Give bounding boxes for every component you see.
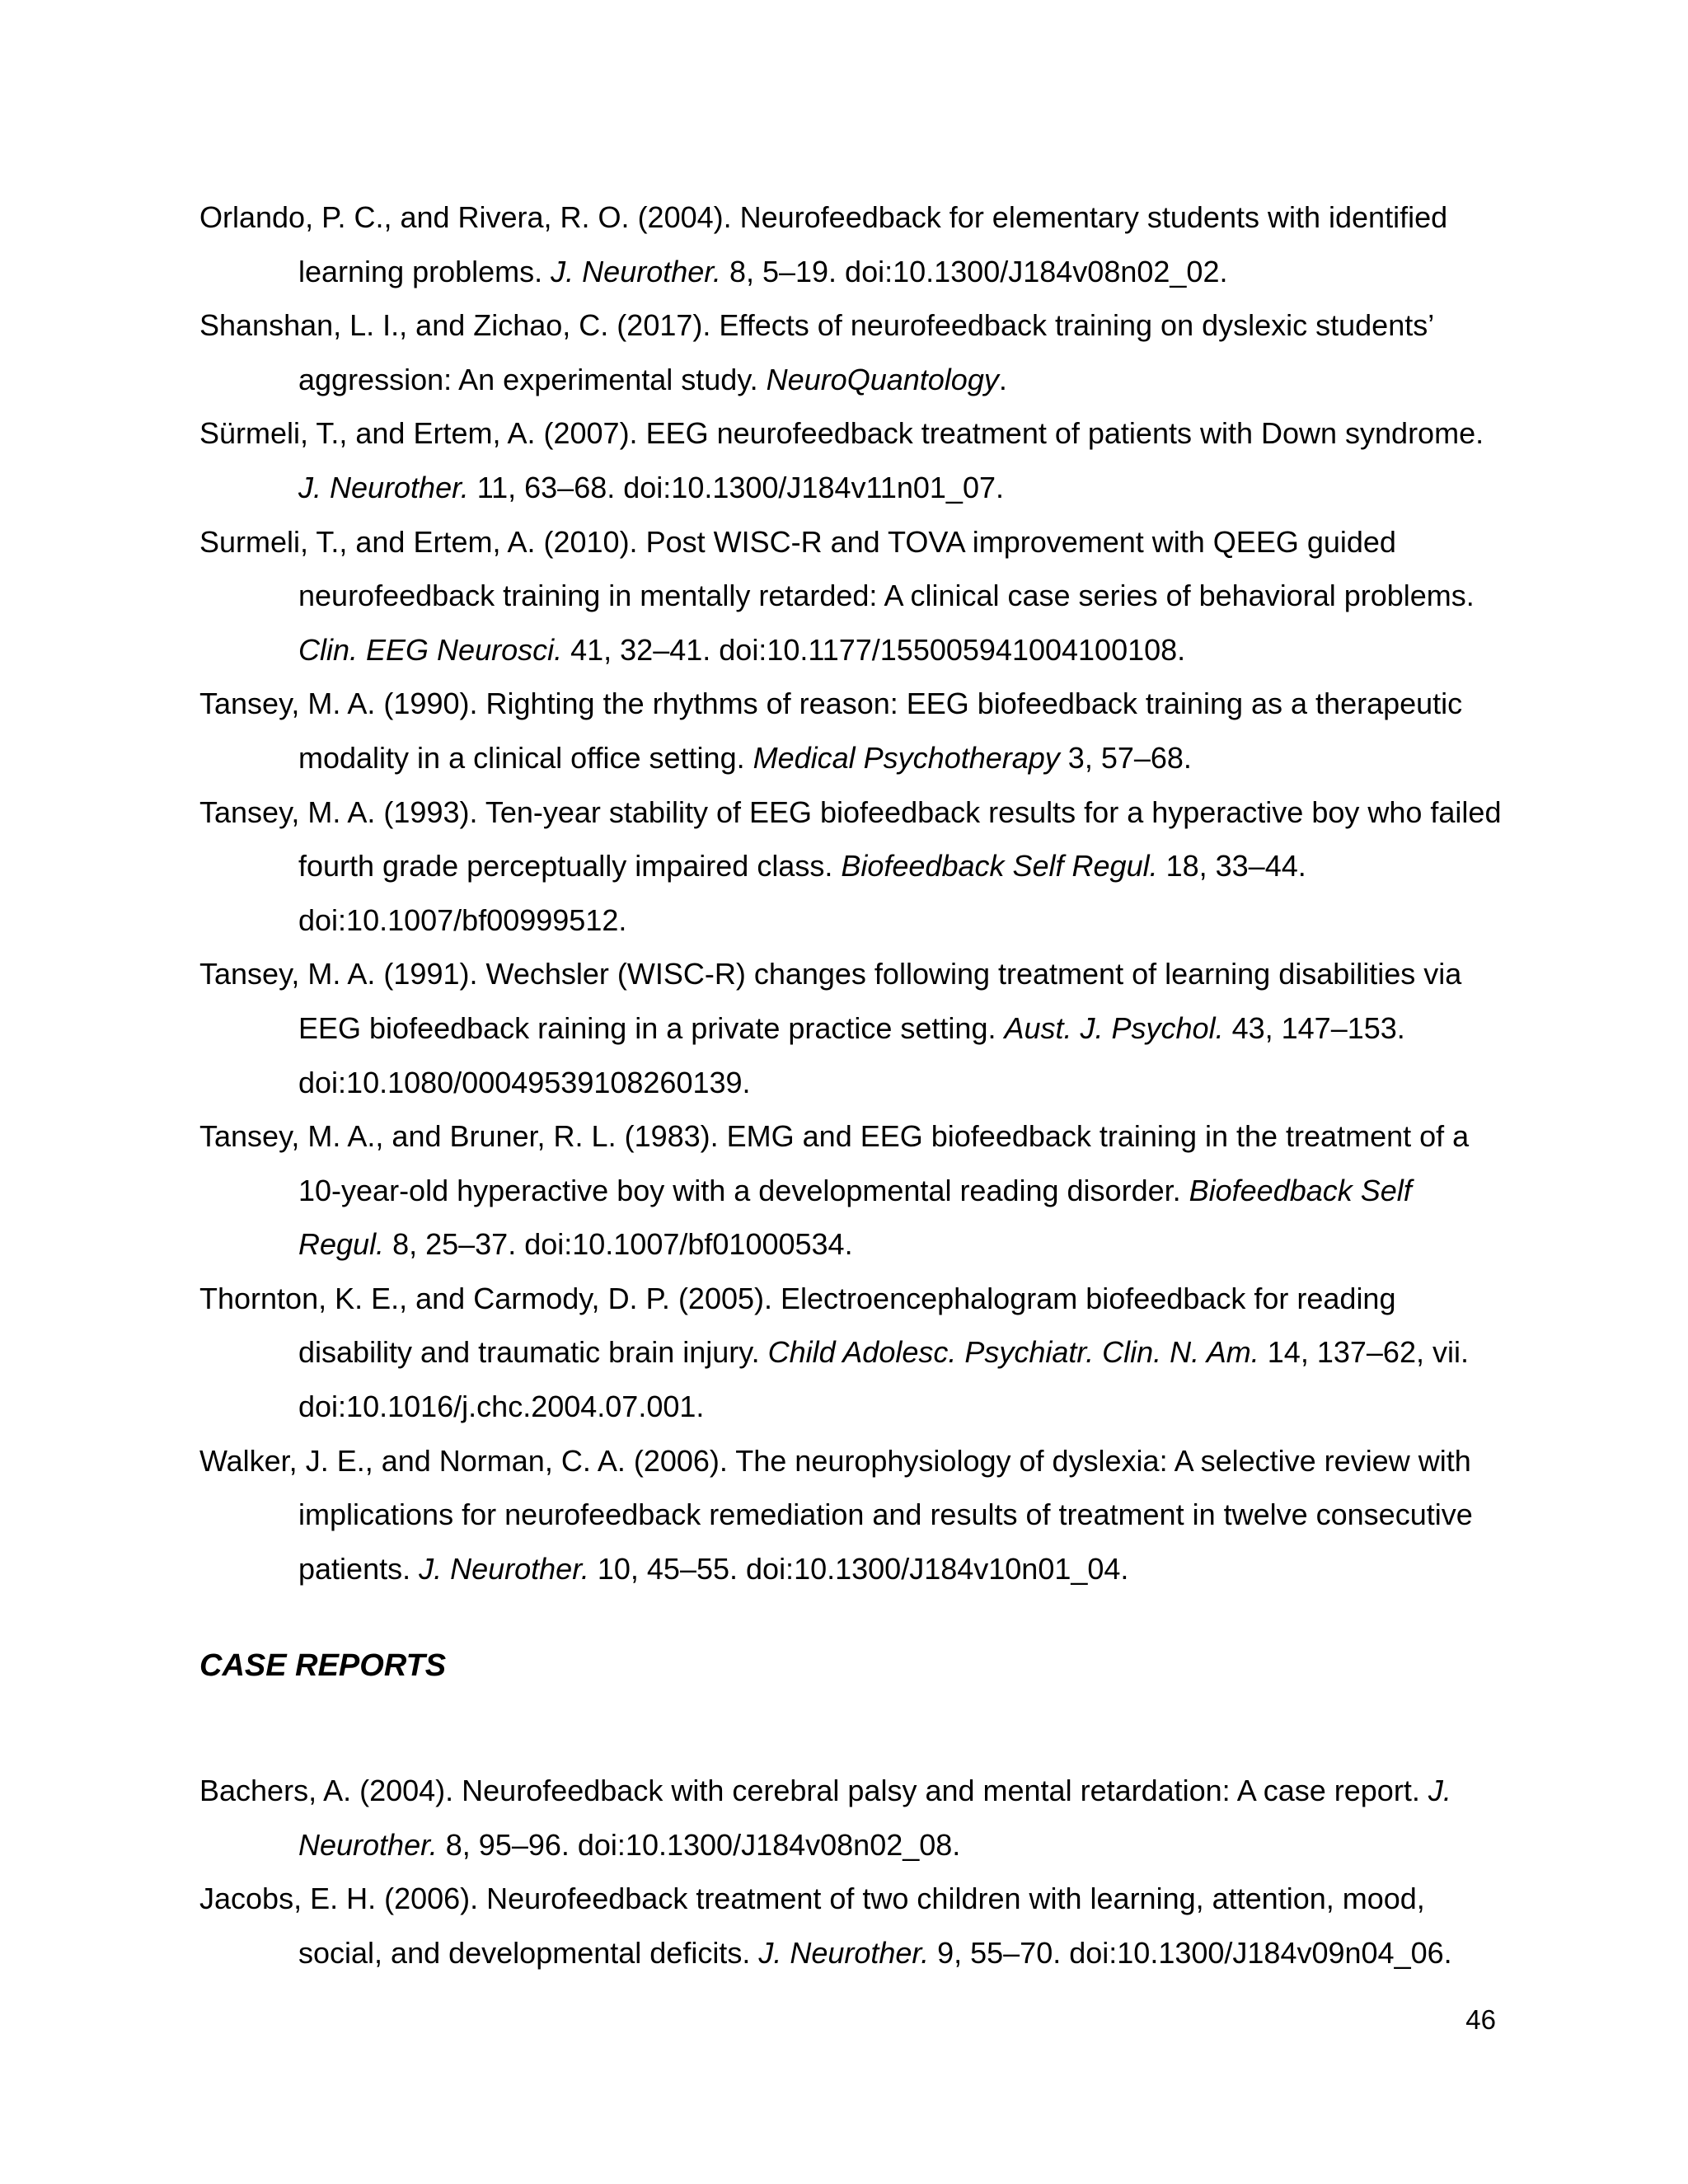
reference-entry <box>199 1272 1502 1434</box>
reference-entry <box>199 406 1502 514</box>
journal-name: Child Adolesc. Psychiatr. Clin. N. Am. <box>767 1335 1259 1370</box>
reference-text: Tansey, M. A., and Bruner, R. L. (1983). EMG and EEG biofeedback training in the treatment of a 10-year-old hyperactive boy with a developmental reading disorder. <box>199 1119 1470 1207</box>
reference-text: Sürmeli, T., and Ertem, A. (2007). EEG neurofeedback treatment of patients with Down syndrome. <box>199 416 1484 451</box>
journal-name: NeuroQuantology <box>766 362 999 396</box>
reference-citation: . <box>998 362 1007 396</box>
reference-entry <box>199 1872 1502 1980</box>
case-reports-reference-list <box>199 1764 1502 1980</box>
reference-citation: 8, 95–96. doi:10.1300/J184v08n02_08. <box>437 1827 961 1862</box>
reference-text: Walker, J. E., and Norman, C. A. (2006). The neurophysiology of dyslexia: A selective review with implications for neurofeedback remediation and results of treatment in twelve consecutive patients. <box>199 1443 1473 1586</box>
reference-text: Tansey, M. A. (1991). Wechsler (WISC-R) changes following treatment of learning disabilities via EEG biofeedback raining in a private practice setting. <box>199 957 1462 1045</box>
reference-entry <box>199 1434 1502 1596</box>
reference-citation: 43, 147–153. doi:10.1080/00049539108260139. <box>298 1010 1405 1099</box>
reference-entry <box>199 677 1502 785</box>
reference-citation: 3, 57–68. <box>1059 740 1192 775</box>
reference-citation: 10, 45–55. doi:10.1300/J184v10n01_04. <box>588 1551 1129 1586</box>
reference-text: Jacobs, E. H. (2006). Neurofeedback treatment of two children with learning, attention, mood, social, and developmental deficits. <box>199 1882 1425 1970</box>
reference-entry <box>199 947 1502 1109</box>
reference-citation: 8, 25–37. doi:10.1007/bf01000534. <box>384 1227 853 1262</box>
reference-entry <box>199 1764 1502 1872</box>
journal-name: J. Neurother. <box>551 254 721 288</box>
reference-citation: 14, 137–62, vii. doi:10.1016/j.chc.2004.07.001. <box>298 1335 1469 1424</box>
reference-citation: 18, 33–44. doi:10.1007/bf00999512. <box>298 849 1306 937</box>
reference-citation: 11, 63–68. doi:10.1300/J184v11n01_07. <box>468 470 1004 504</box>
reference-entry <box>199 1109 1502 1272</box>
reference-text: Tansey, M. A. (1993). Ten-year stability of EEG biofeedback results for a hyperactive boy who failed fourth grade perceptually impaired class. <box>199 794 1502 883</box>
reference-entry <box>199 190 1502 298</box>
journal-name: Biofeedback Self Regul. <box>841 849 1158 883</box>
reference-text: Thornton, K. E., and Carmody, D. P. (2005). Electroencephalogram biofeedback for reading disability and traumatic brain injury. <box>199 1281 1396 1370</box>
reference-text: Orlando, P. C., and Rivera, R. O. (2004). Neurofeedback for elementary students with identified learning problems. <box>199 200 1448 288</box>
reference-citation: 9, 55–70. doi:10.1300/J184v09n04_06. <box>929 1935 1452 1970</box>
journal-name: J. Neurother. <box>298 470 469 504</box>
reference-text: Shanshan, L. I., and Zichao, C. (2017). Effects of neurofeedback training on dyslexic students’ aggression: An experimental study. <box>199 308 1433 396</box>
journal-name: Medical Psychotherapy <box>753 740 1060 775</box>
journal-name: J. Neurother. <box>419 1551 589 1586</box>
reference-entry <box>199 785 1502 948</box>
reference-text: Bachers, A. (2004). Neurofeedback with cerebral palsy and mental retardation: A case report. <box>199 1774 1428 1807</box>
reference-entry <box>199 298 1502 406</box>
journal-name: Biofeedback Self Regul. <box>298 1173 1412 1262</box>
page-number: 46 <box>1465 2004 1496 2035</box>
section-heading: CASE REPORTS <box>199 1648 447 1683</box>
reference-list <box>199 190 1502 1596</box>
reference-text: Tansey, M. A. (1990). Righting the rhythms of reason: EEG biofeedback training as a therapeutic modality in a clinical office setting. <box>199 687 1463 775</box>
journal-name: Clin. EEG Neurosci. <box>298 632 563 667</box>
reference-entry <box>199 515 1502 677</box>
journal-name: Aust. J. Psychol. <box>1004 1010 1224 1045</box>
reference-citation: 41, 32–41. doi:10.1177/155005941004100108. <box>562 632 1186 667</box>
reference-citation: 8, 5–19. doi:10.1300/J184v08n02_02. <box>720 254 1228 288</box>
journal-name: J. Neurother. <box>298 1774 1451 1862</box>
journal-name: J. Neurother. <box>758 1935 930 1970</box>
reference-text: Surmeli, T., and Ertem, A. (2010). Post WISC-R and TOVA improvement with QEEG guided neurofeedback training in mentally retarded: A clinical case series of behavioral problems. <box>199 524 1475 613</box>
